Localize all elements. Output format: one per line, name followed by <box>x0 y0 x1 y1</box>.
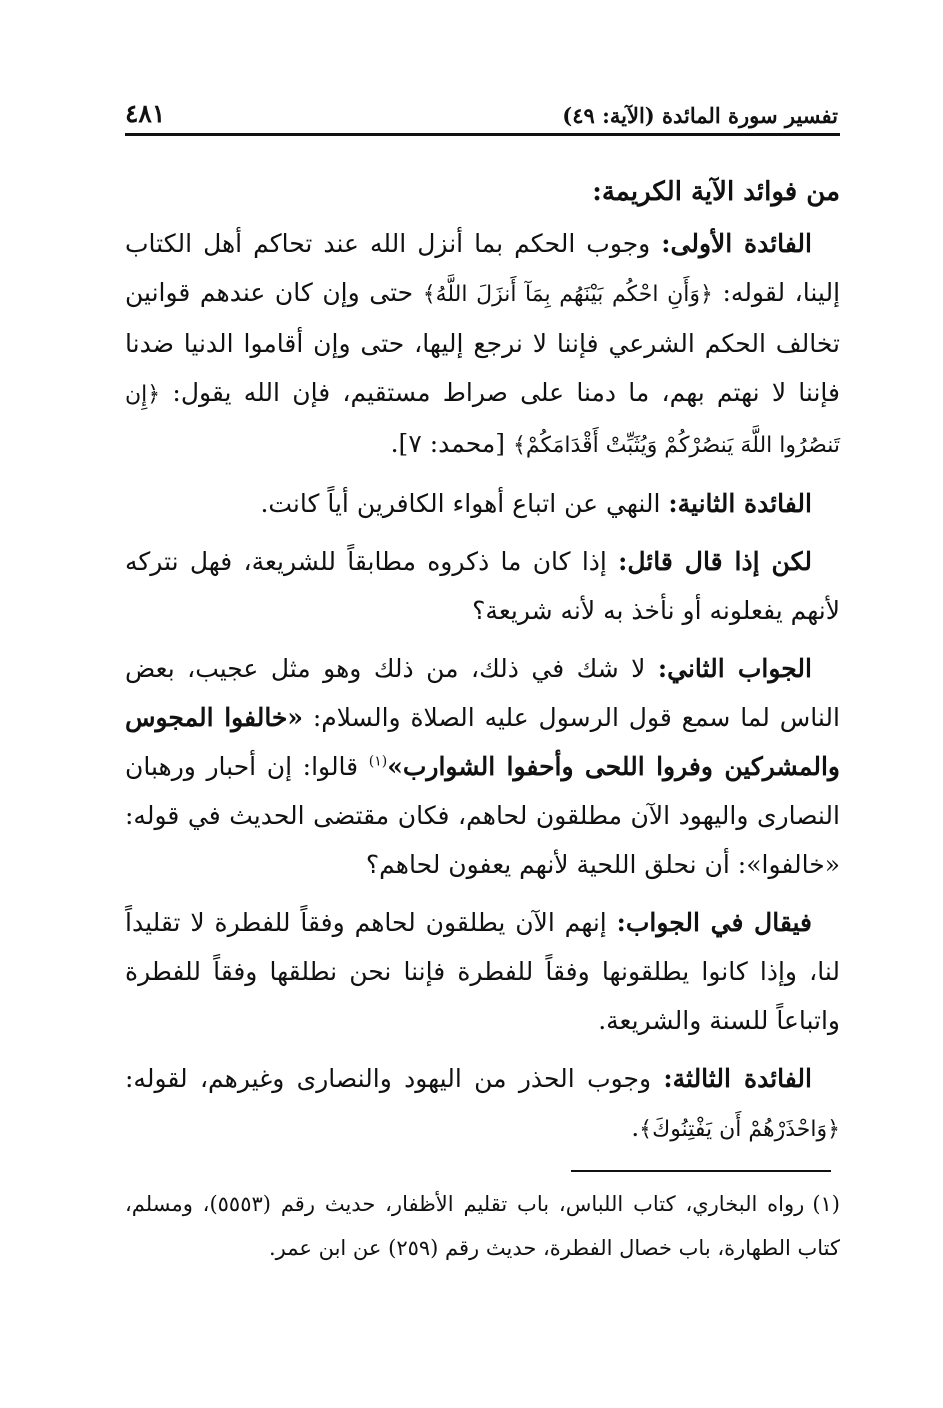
footnotes <box>125 1182 840 1270</box>
paragraph-second-answer <box>125 644 840 889</box>
quran-verse: إِن تَنصُرُوا اللَّهَ يَنصُرْكُمْ وَيُثَبِّتْ أَقْدَامَكُمْ <box>125 382 840 458</box>
paragraph-text: إنهم الآن يطلقون لحاهم وفقاً للفطرة لا تقليداً لنا، وإذا كانوا يطلقونها وفقاً للفطرة فإننا نحن نطلقها وفقاً للفطرة واتباعاً للسنة والشريعة. <box>125 908 840 1035</box>
paragraph-second-benefit <box>125 479 840 528</box>
paragraph-third-benefit <box>125 1054 840 1154</box>
footnote-rule <box>571 1170 831 1172</box>
paragraph-reply <box>125 898 840 1045</box>
page-number: ٤٨١ <box>125 99 166 128</box>
paragraph-lead: فيقال في الجواب: <box>616 908 812 937</box>
footnote-reference: (١) <box>368 753 388 770</box>
page-header <box>125 88 838 128</box>
paragraph-question <box>125 537 840 635</box>
ornate-bracket-close: ﴾ <box>512 433 526 458</box>
section-heading: من فوائد الآية الكريمة: <box>592 177 840 207</box>
paragraph-first-benefit <box>125 219 840 470</box>
paragraph-text: إذا كان ما ذكروه مطابقاً للشريعة، فهل نتركه لأنهم يفعلونه أو نأخذ به لأنه شريعة؟ <box>125 547 840 625</box>
header-rule <box>125 133 840 136</box>
quran-verse: وَأَنِ احْكُم بَيْنَهُم بِمَآ أَنزَلَ اللَّهُ <box>435 282 701 307</box>
ornate-bracket-open: ﴿ <box>827 1117 840 1142</box>
quran-verse: وَاحْذَرْهُمْ أَن يَفْتِنُوكَ <box>652 1117 828 1142</box>
paragraph-lead: لكن إذا قال قائل: <box>618 547 812 576</box>
main-text <box>125 168 840 1163</box>
paragraph-text: لا شك في ذلك، من ذلك وهو مثل عجيب، بعض الناس لما سمع قول الرسول عليه الصلاة والسلام: <box>125 654 840 732</box>
paragraph-text: وجوب الحذر من اليهود والنصارى وغيرهم، لقوله: <box>125 1064 664 1093</box>
paragraph-text: وجوب الحكم بما أنزل الله عند تحاكم أهل الكتاب إلينا، لقوله: <box>125 229 841 307</box>
ornate-bracket-open: ﴿ <box>147 382 161 407</box>
paragraph-lead: الفائدة الأولى: <box>661 229 812 258</box>
verse-citation: [محمد: ٧]. <box>390 429 513 458</box>
ornate-bracket-open: ﴿ <box>700 282 713 307</box>
paragraph-text: . <box>631 1113 640 1142</box>
paragraph-lead: الفائدة الثانية: <box>668 489 812 518</box>
hadith-quote: «خالفوا المجوس والمشركين وفروا اللحى وأحفوا الشوارب» <box>125 703 840 781</box>
ornate-bracket-close: ﴾ <box>639 1117 653 1142</box>
paragraph-text: حتى وإن كان عندهم قوانين تخالف الحكم الشرعي فإننا لا نرجع إليها، حتى وإن أقاموا الدنيا ضدنا فإننا لا نهتم بهم، ما دمنا على صراط مستقيم، فإن الله يقول: <box>125 278 840 407</box>
running-title: تفسير سورة المائدة (الآية: ٤٩) <box>562 103 838 128</box>
footnote <box>125 1182 840 1270</box>
paragraph-lead: الفائدة الثالثة: <box>663 1064 812 1093</box>
paragraph-text: النهي عن اتباع أهواء الكافرين أياً كانت. <box>260 489 669 518</box>
footnote-text: رواه البخاري، كتاب اللباس، باب تقليم الأظفار، حديث رقم (٥٥٥٣)، ومسلم، كتاب الطهارة، باب خصال الفطرة، حديث رقم (٢٥٩) عن ابن عمر. <box>125 1192 840 1260</box>
paragraph-lead: الجواب الثاني: <box>657 654 812 683</box>
ornate-bracket-close: ﴾ <box>422 282 436 307</box>
paragraph-text: قالوا: إن أحبار ورهبان النصارى واليهود الآن مطلقون لحاهم، فكان مقتضى الحديث في قوله: «خالفوا»: أن نحلق اللحية لأنهم يعفون لحاهم؟ <box>125 752 840 879</box>
footnote-marker: (١) <box>812 1192 840 1216</box>
